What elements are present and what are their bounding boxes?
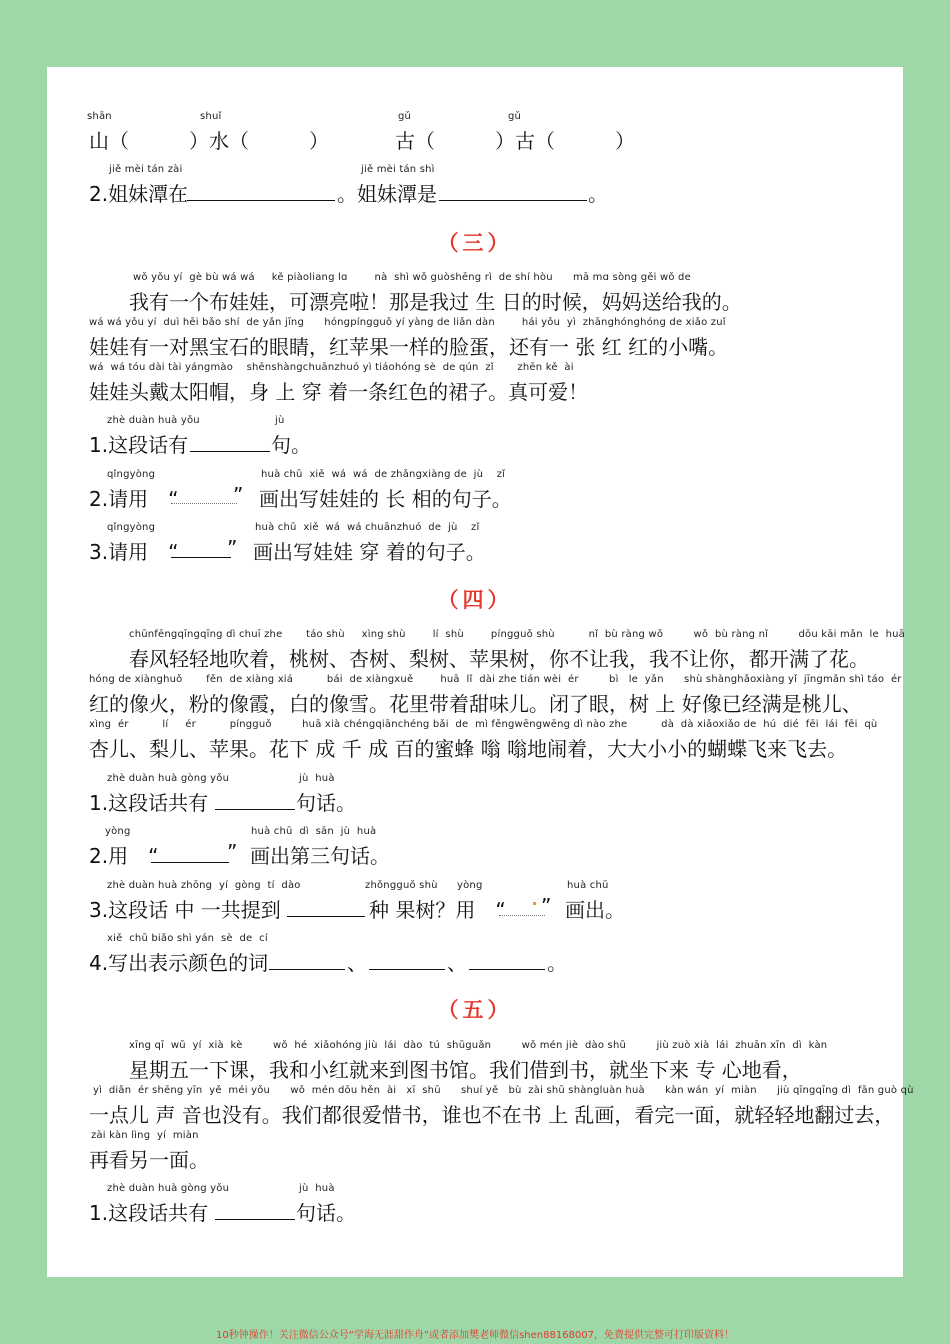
- pinyin-line: zhè duàn huà gòng yǒu: [107, 1183, 230, 1194]
- pinyin-line: qǐngyòng: [107, 469, 156, 480]
- question-2-prefix: 2.请用 “: [89, 487, 179, 511]
- pinyin-line: zhǒngguǒ shù: [365, 880, 438, 891]
- pinyin-line: chūnfēngqīngqīng dì chuī zhe táo shù xìng shù lí shù píngguǒ shù nǐ bù ràng wǒ wǒ bù ràng nǐ dōu kāi mǎn le huā: [129, 629, 906, 640]
- passage-line: 再看另一面。: [89, 1148, 209, 1172]
- question-2-end: 。: [588, 182, 608, 206]
- line-sample: [171, 557, 231, 558]
- pinyin-line: yòng: [457, 880, 483, 891]
- pinyin-gu-2: gǔ: [508, 111, 522, 122]
- passage-line: 杏儿、梨儿、苹果。花下 成 千 成 百的蜜蜂 嗡 嗡地闹着，大大小小的蝴蝶飞来飞去。: [89, 737, 848, 761]
- pinyin-line: huà chū: [567, 880, 609, 891]
- answer-blank[interactable]: [439, 200, 587, 201]
- pinyin-line: xiě chū biǎo shì yán sè de cí: [107, 933, 268, 944]
- pinyin-shui: shuǐ: [200, 111, 222, 122]
- answer-blank[interactable]: [151, 862, 229, 863]
- char-fill-left: 山（ ）水（ ）: [89, 129, 329, 153]
- pinyin-line: jù huà: [299, 1183, 335, 1194]
- pinyin-line: huà chū dì sān jù huà: [251, 826, 377, 837]
- section-5-heading: （五）: [437, 998, 513, 1022]
- answer-blank[interactable]: [469, 969, 545, 970]
- question-1-prefix: 1.这段话有: [89, 433, 189, 457]
- question-2-prefix: 2.姐妹潭在: [89, 182, 189, 206]
- answer-blank[interactable]: [215, 809, 295, 810]
- question-3-middle: 种 果树？用 “: [369, 898, 506, 922]
- pinyin-line: jiě mèi tán shì: [361, 164, 435, 175]
- quote-close: ”: [227, 840, 238, 864]
- pinyin-line: jiě mèi tán zài: [109, 164, 183, 175]
- pinyin-gu-1: gǔ: [398, 111, 412, 122]
- passage-line: 娃娃头戴太阳帽，身 上 穿 着一条红色的裙子。真可爱！: [89, 380, 589, 404]
- pinyin-line: qǐngyòng: [107, 522, 156, 533]
- question-1-prefix: 1.这段话共有: [89, 1201, 209, 1225]
- passage-line: 红的像火，粉的像霞，白的像雪。花里带着甜味儿。闭了眼，树 上 好像已经满是桃儿、: [89, 692, 862, 716]
- answer-blank[interactable]: [215, 1219, 295, 1220]
- pinyin-line: huà chū xiě wá wá de zhǎngxiàng de jù zǐ: [261, 469, 506, 480]
- char-fill-right: 古（ ）古（ ）: [395, 129, 635, 153]
- separator: 、: [347, 951, 367, 975]
- question-1-suffix: 句话。: [296, 1201, 356, 1225]
- section-4-heading: （四）: [437, 588, 513, 612]
- question-3-suffix: 画出。: [565, 898, 625, 922]
- answer-blank[interactable]: [269, 969, 345, 970]
- pinyin-line: wá wá yǒu yí duì hēi bǎo shí de yǎn jīng hóngpíngguǒ yí yàng de liǎn dàn hái yǒu yì zhānghónghóng de xiǎo zuǐ: [89, 317, 726, 328]
- pinyin-line: xīng qī wǔ yí xià kè wǒ hé xiǎohóng jiù lái dào tú shūguǎn wǒ mén jiè dào shū jiù zuò xià lái zhuān xīn dì kàn: [129, 1040, 828, 1051]
- pinyin-line: zhè duàn huà yǒu: [107, 415, 200, 426]
- question-2-suffix: 画出第三句话。: [250, 844, 390, 868]
- pinyin-line: zhè duàn huà gòng yǒu: [107, 773, 230, 784]
- quote-close: ”: [541, 894, 552, 918]
- pinyin-shan: shān: [87, 111, 112, 122]
- pinyin-line: wǒ yǒu yí gè bù wá wá kě piàoliang lɑ nà shì wǒ guòshēng rì de shí hòu mā mɑ sòng gěi wǒ de: [133, 272, 691, 283]
- question-3-prefix: 3.这段话 中 一共提到: [89, 898, 281, 922]
- quote-close: ”: [227, 536, 238, 560]
- passage-line: 我有一个布娃娃，可漂亮啦！那是我过 生 日的时候，妈妈送给我的。: [129, 290, 742, 314]
- quote-close: ”: [233, 483, 244, 507]
- answer-blank[interactable]: [287, 916, 365, 917]
- question-2-prefix: 2.用 “: [89, 844, 159, 868]
- question-4-end: 。: [547, 951, 567, 975]
- answer-blank[interactable]: [190, 451, 270, 452]
- question-1-suffix: 句。: [271, 433, 311, 457]
- pinyin-line: yì diǎn ér shēng yīn yě méi yǒu wǒ mén dōu hěn ài xī shū shuí yě bù zài shū shàngluàn huà kàn wán yí miàn jiù qīngqīng dì fān guò qù: [93, 1085, 914, 1096]
- pinyin-line: jù: [275, 415, 285, 426]
- pinyin-line: jù huà: [299, 773, 335, 784]
- wavy-line-sample: [499, 915, 545, 916]
- orange-dot: [533, 902, 536, 905]
- passage-line: 娃娃有一对黑宝石的眼睛，红苹果一样的脸蛋，还有一 张 红 红的小嘴。: [89, 335, 729, 359]
- worksheet-page: [47, 67, 914, 1277]
- footer-notice: 10秒钟操作！关注微信公众号“学海无涯甜作舟”或者添加樊老师微信shen88168007，免费提供完整可打印版资料！: [215, 1330, 735, 1341]
- answer-blank[interactable]: [369, 969, 445, 970]
- pinyin-line: zài kàn lìng yí miàn: [91, 1130, 199, 1141]
- separator: 、: [447, 951, 467, 975]
- passage-line: 春风轻轻地吹着，桃树、杏树、梨树、苹果树，你不让我，我不让你，都开满了花。: [129, 647, 869, 671]
- pinyin-line: yòng: [105, 826, 131, 837]
- question-2-suffix: 画出写娃娃的 长 相的句子。: [259, 487, 512, 511]
- question-1-suffix: 句话。: [296, 791, 356, 815]
- section-3-heading: （三）: [437, 231, 513, 255]
- passage-line: 一点儿 声 音也没有。我们都很爱惜书，谁也不在书 上 乱画，看完一面，就轻轻地翻过去，: [89, 1103, 895, 1127]
- pinyin-line: wá wá tóu dài tài yángmào shēnshàngchuānzhuó yì tiáohóng sè de qún zǐ zhēn kě ài: [89, 362, 574, 373]
- pinyin-line: xìng ér lí ér píngguǒ huā xià chéngqiānchéng bǎi de mì fēngwēngwēng dì nào zhe dà dà xiǎoxiǎo de hú dié fēi lái fēi qù: [89, 719, 878, 730]
- question-3-suffix: 画出写娃娃 穿 着的句子。: [253, 540, 486, 564]
- pinyin-line: huà chū xiě wá wá chuānzhuó de jù zǐ: [255, 522, 480, 533]
- answer-blank[interactable]: [187, 200, 335, 201]
- pinyin-line: hóng de xiànghuǒ fěn de xiàng xiá bái de xiàngxuě huā lǐ dài zhe tián wèi ér bì le yǎn shù shànghǎoxiàng yǐ jīngmǎn shì táo ér: [89, 674, 902, 685]
- question-2-middle: 。姐妹潭是: [337, 182, 437, 206]
- passage-line: 星期五一下课，我和小红就来到图书馆。我们借到书，就坐下来 专 心地看，: [129, 1058, 802, 1082]
- question-1-prefix: 1.这段话共有: [89, 791, 209, 815]
- pinyin-line: zhè duàn huà zhōng yí gòng tí dào: [107, 880, 301, 891]
- wavy-line-sample: [171, 503, 237, 504]
- question-3-prefix: 3.请用 “: [89, 540, 179, 564]
- question-4-prefix: 4.写出表示颜色的词: [89, 951, 269, 975]
